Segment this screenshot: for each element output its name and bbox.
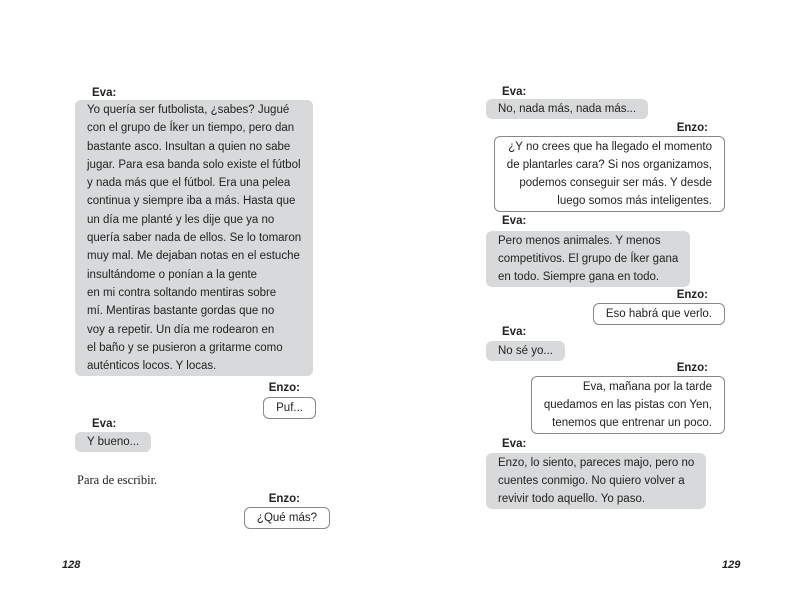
message-line: cuentes conmigo. No quiero volver a [498,475,685,487]
message-bubble-eva [75,432,151,452]
message-bubble-eva [486,341,565,361]
message-line: competitivos. El grupo de Íker gana [498,253,679,265]
message-line: Eso habrá que verlo. [605,308,712,320]
message-line: Puf... [276,402,303,414]
message-bubble-enzo [593,303,725,325]
message-line: un día me planté y les dije que ya no [87,213,275,226]
message-bubble-enzo [494,136,725,212]
speaker-label: Eva: [502,326,527,338]
message-line: en mi contra soltando mentiras sobre [87,286,277,299]
message-line: tenemos que entrenar un poco. [552,417,712,429]
message-line: Eva, mañana por la tarde [582,381,712,393]
speaker-label: Eva: [92,87,117,99]
message-line: jugar. Para esa banda solo existe el fútbol [87,158,301,171]
speaker-label: Enzo: [676,289,708,301]
speaker-label: Enzo: [268,493,300,505]
speaker-label: Enzo: [676,362,708,374]
message-bubble-eva [486,453,706,509]
message-line: el baño y se pusieron a gritarme como [87,341,283,354]
message-line: ¿Qué más? [256,512,317,524]
message-line: continua y siempre iba a más. Hasta que [87,195,296,208]
message-line: quedamos en las pistas con Yen, [543,399,712,411]
message-line: y nada más que el fútbol. Era una pelea [87,177,291,190]
message-line: con el grupo de Íker un tiempo, pero dan [87,122,295,135]
message-line: revivir todo aquello. Yo paso. [498,493,646,505]
message-line: bastante asco. Insultan a quien no sabe [87,140,291,153]
speaker-label: Eva: [502,86,527,98]
message-bubble-enzo [244,507,330,529]
message-line: podemos conseguir ser más. Y desde [519,177,712,189]
message-bubble-enzo [263,397,316,419]
page-number: 129 [722,559,741,571]
message-line: luego somos más inteligentes. [557,195,712,207]
message-bubble-eva [486,231,690,287]
message-line: mí. Mentiras bastante gordas que no [87,305,275,318]
message-line: auténticos locos. Y locas. [87,360,217,373]
narration-text: Para de escribir. [77,473,158,487]
speaker-label: Eva: [92,418,117,430]
speaker-label: Enzo: [268,382,300,394]
message-line: de plantarles cara? Si nos organizamos, [506,159,712,171]
message-line: Yo quería ser futbolista, ¿sabes? Jugué [87,104,290,116]
message-line: No, nada más, nada más... [498,103,637,115]
speaker-label: Eva: [502,438,527,450]
message-line: Enzo, lo siento, pareces majo, pero no [498,457,695,469]
page-number: 128 [62,559,81,571]
message-line: No sé yo... [498,345,553,357]
message-bubble-eva [486,99,648,119]
speaker-label: Enzo: [676,122,708,134]
message-bubble-enzo [531,376,725,434]
message-line: insultándome o ponían a la gente [87,268,258,281]
message-line: quería saber nada de ellos. Se lo tomaron [87,232,302,245]
message-bubble-eva [75,100,313,376]
message-line: ¿Y no crees que ha llegado el momento [508,141,712,153]
message-line: voy a repetir. Un día me rodearon en [87,323,275,336]
message-line: Pero menos animales. Y menos [498,235,661,247]
speaker-label: Eva: [502,215,527,227]
message-line: muy mal. Me dejaban notas en el estuche [87,250,300,263]
message-line: Y bueno... [87,436,140,448]
message-line: en todo. Siempre gana en todo. [498,271,660,283]
